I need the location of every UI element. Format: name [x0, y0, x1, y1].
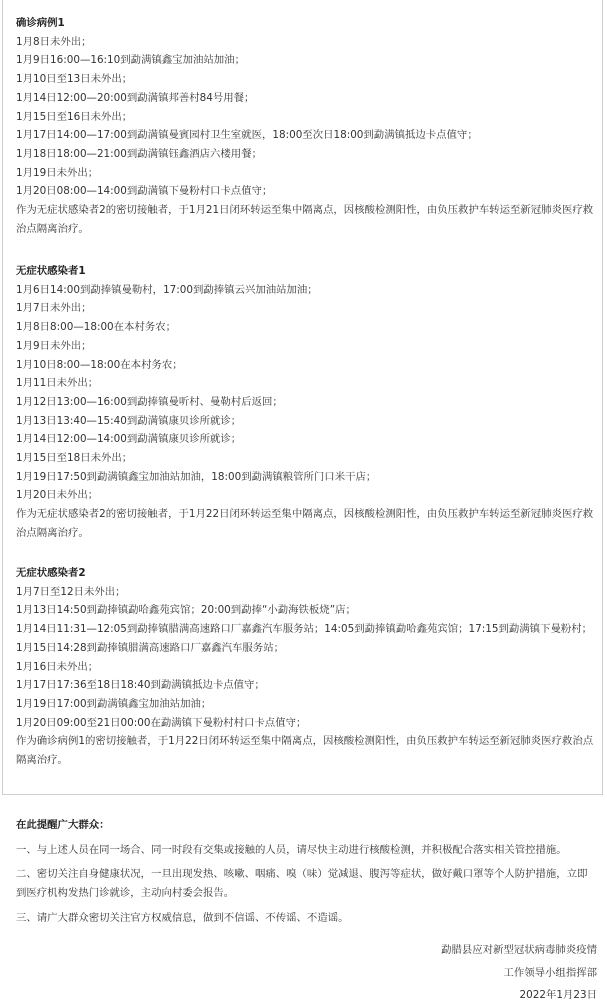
notice-item: 三、请广大群众密切关注官方权威信息，做到不信谣、不传谣、不造谣。	[16, 911, 349, 924]
trajectory-line: 1月18日18:00—21:00到勐满镇钰鑫酒店六楼用餐；	[16, 147, 262, 160]
trajectory-line: 1月7日至12日未外出；	[16, 585, 126, 598]
issuing-department: 工作领导小组指挥部	[503, 966, 597, 979]
trajectory-line: 1月10日8:00—18:00在本村务农；	[16, 358, 183, 371]
section-asymptomatic-1	[16, 262, 596, 543]
trajectory-line: 1月6日14:00到勐捧镇曼勒村，17:00到勐捧镇云兴加油站加油；	[16, 283, 318, 296]
notice-item: 一、与上述人员在同一场合、同一时段有交集或接触的人员，请尽快主动进行核酸检测，并积极配合落实相关管控措施。	[16, 843, 567, 856]
trajectory-line: 1月14日12:00—20:00到勐满镇邦善村84号用餐；	[16, 91, 255, 104]
issuing-organization: 勐腊县应对新型冠状病毒肺炎疫情	[441, 944, 597, 956]
public-notice	[16, 816, 596, 928]
trajectory-line: 1月15日14:28到勐捧镇腊满高速路口厂嘉鑫汽车服务站；	[16, 641, 284, 654]
section-title: 确诊病例1	[16, 17, 65, 29]
trajectory-line: 1月15日至18日未外出；	[16, 452, 133, 465]
trajectory-line: 1月20日08:00—14:00到勐满镇下曼粉村口卡点值守；	[16, 185, 273, 198]
trajectory-line: 1月9日未外出；	[16, 339, 92, 352]
transfer-note: 作为无症状感染者2的密切接触者，于1月22日闭环转运至集中隔离点，因核酸检测阳性，由负压救护车转运至新冠肺炎医疗救治点隔离治疗。	[16, 508, 594, 539]
trajectory-line: 1月11日未外出；	[16, 377, 99, 390]
trajectory-line: 1月16日未外出；	[16, 660, 99, 673]
trajectory-line: 1月8日8:00—18:00在本村务农；	[16, 321, 177, 334]
trajectory-line: 1月9日16:00—16:10到勐满镇鑫宝加油站加油；	[16, 54, 245, 67]
trajectory-line: 1月19日17:00到勐满镇鑫宝加油站加油；	[16, 697, 212, 710]
issue-date: 2022年1月23日	[519, 989, 597, 1002]
section-asymptomatic-2	[16, 564, 596, 770]
notice-item: 二、密切关注自身健康状况，一旦出现发热、咳嗽、咽痛、嗅（味）觉减退、腹泻等症状，做好戴口罩等个人防护措施，立即到医疗机构发热门诊就诊，主动向村委会报告。	[16, 868, 588, 900]
trajectory-line: 1月13日14:50到勐捧镇勐哈鑫苑宾馆；20:00到勐捧“小勐海铁板烧”店；	[16, 604, 356, 617]
section-confirmed-case-1	[16, 14, 596, 238]
trajectory-line: 1月8日未外出；	[16, 35, 92, 48]
trajectory-line: 1月15日至16日未外出；	[16, 110, 133, 123]
signoff	[441, 941, 597, 1005]
trajectory-line: 1月7日未外出；	[16, 302, 92, 315]
trajectory-line: 1月17日17:36至18日18:40到勐满镇抵边卡点值守；	[16, 679, 265, 692]
trajectory-line: 1月20日未外出；	[16, 489, 99, 502]
trajectory-line: 1月19日未外出；	[16, 166, 99, 179]
trajectory-line: 1月19日17:50到勐满镇鑫宝加油站加油，18:00到勐满镇粮管所门口米干店；	[16, 470, 377, 483]
trajectory-line: 1月14日12:00—14:00到勐满镇康贝诊所就诊；	[16, 433, 242, 446]
trajectory-line: 1月10日至13日未外出；	[16, 73, 133, 86]
trajectory-line: 1月12日13:00—16:00到勐捧镇曼听村、曼勒村后返回；	[16, 395, 283, 408]
section-title: 无症状感染者1	[16, 265, 86, 277]
notice-title: 在此提醒广大群众：	[16, 819, 110, 831]
transfer-note: 作为确诊病例1的密切接触者，于1月22日闭环转运至集中隔离点，因核酸检测阳性，由负压救护车转运至新冠肺炎医疗救治点隔离治疗。	[16, 735, 594, 767]
trajectory-line: 1月17日14:00—17:00到勐满镇曼賓园村卫生室就医，18:00至次日18:00到勐满镇抵边卡点值守；	[16, 129, 478, 142]
section-title: 无症状感染者2	[16, 567, 86, 579]
trajectory-line: 1月14日11:31—12:05到勐捧镇腊满高速路口厂嘉鑫汽车服务站；14:05到勐捧镇勐哈鑫苑宾馆；17:15到勐满镇下曼粉村；	[16, 623, 593, 636]
trajectory-line: 1月13日13:40—15:40到勐满镇康贝诊所就诊；	[16, 414, 242, 427]
trajectory-line: 1月20日09:00至21日00:00在勐满镇下曼粉村村口卡点值守；	[16, 716, 307, 729]
transfer-note: 作为无症状感染者2的密切接触者，于1月21日闭环转运至集中隔离点，因核酸检测阳性，由负压救护车转运至新冠肺炎医疗救治点隔离治疗。	[16, 204, 594, 235]
